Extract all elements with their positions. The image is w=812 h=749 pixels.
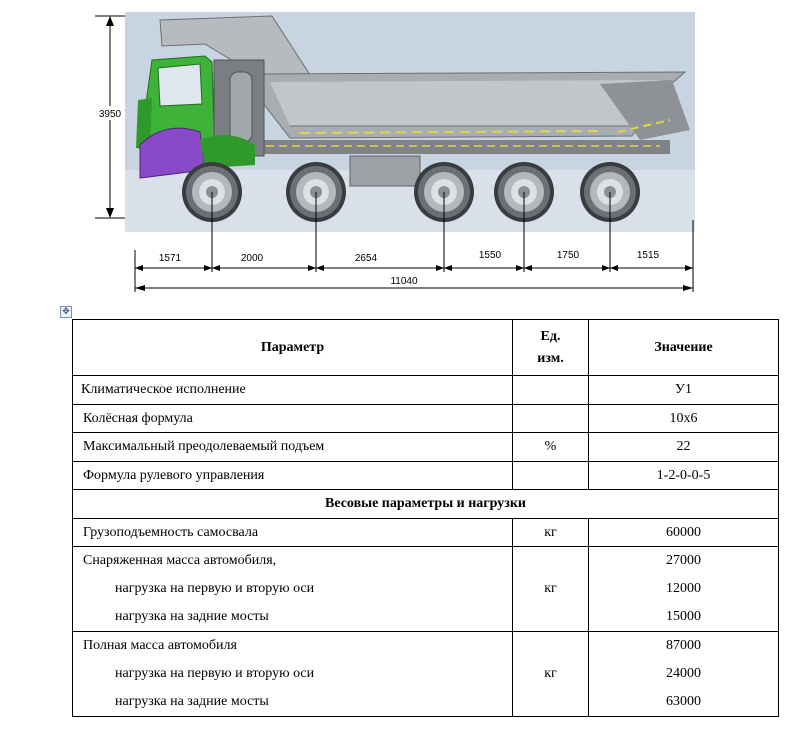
header-unit-line2: изм. (537, 350, 564, 366)
table-row (73, 519, 779, 547)
row-param: Формула рулевого управления (73, 462, 513, 490)
gross-param (73, 632, 513, 717)
row-value: 1-2-0-0-5 (589, 462, 779, 490)
section-row (73, 490, 779, 519)
row-value: 22 (589, 433, 779, 462)
dimension-arrow (308, 265, 316, 271)
segment-label-4: 1550 (478, 250, 502, 261)
gross-front-load: нагрузка на первую и вторую оси (115, 666, 315, 681)
row-param: Колёсная формула (73, 405, 513, 433)
header-value: Значение (589, 320, 779, 376)
gross-mass-row (73, 632, 779, 717)
payload-param: Грузоподъемность самосвала (73, 519, 513, 547)
dimension-arrow (212, 265, 220, 271)
segment-label-2: 2000 (240, 253, 264, 264)
payload-unit: кг (513, 519, 589, 547)
gross-value-rear: 63000 (666, 694, 701, 709)
curb-value-front: 12000 (666, 581, 701, 596)
table-row (73, 405, 779, 433)
header-unit-line1: Ед. (540, 328, 561, 344)
gross-value-total: 87000 (666, 638, 701, 653)
segment-label-6: 1515 (636, 250, 660, 261)
dimension-arrow (524, 265, 532, 271)
curb-param (73, 547, 513, 632)
curb-mass-row (73, 547, 779, 632)
curb-front-load: нагрузка на первую и вторую оси (115, 581, 315, 596)
row-unit (513, 376, 589, 405)
table-row (73, 433, 779, 462)
segment-label-1: 1571 (158, 253, 182, 264)
segment-label-3: 2654 (354, 253, 378, 264)
dimension-arrow (444, 265, 452, 271)
row-value: У1 (589, 376, 779, 405)
dimension-arrow (516, 265, 524, 271)
payload-value: 60000 (589, 519, 779, 547)
curb-value-total: 27000 (666, 553, 701, 568)
table-header-row (73, 320, 779, 376)
gross-values (589, 632, 779, 717)
gross-title: Полная масса автомобиля (83, 638, 237, 653)
curb-values (589, 547, 779, 632)
row-unit: % (513, 433, 589, 462)
cab (136, 56, 264, 178)
dimension-arrow (204, 265, 212, 271)
row-value: 10х6 (589, 405, 779, 433)
header-unit (513, 320, 589, 376)
row-unit (513, 405, 589, 433)
height-dimension (95, 16, 125, 218)
segment-label-5: 1750 (556, 250, 580, 261)
curb-rear-load: нагрузка на задние мосты (115, 609, 269, 624)
chassis-frame (230, 140, 670, 154)
curb-title: Снаряженная масса автомобиля, (83, 553, 277, 568)
curb-unit: кг (513, 547, 589, 632)
curb-value-rear: 15000 (666, 609, 701, 624)
dimension-arrow (436, 265, 444, 271)
dimension-arrow (602, 265, 610, 271)
gross-rear-load: нагрузка на задние мосты (115, 694, 269, 709)
move-anchor-icon[interactable]: ✥ (60, 306, 72, 318)
gross-unit: кг (513, 632, 589, 717)
header-param: Параметр (73, 320, 513, 376)
section-title: Весовые параметры и нагрузки (73, 490, 779, 519)
table-row (73, 376, 779, 405)
table-row (73, 462, 779, 490)
height-label: 3950 (98, 109, 122, 120)
row-unit (513, 462, 589, 490)
total-length-label: 11040 (390, 276, 418, 287)
gross-value-front: 24000 (666, 666, 701, 681)
row-param: Климатическое исполнение (73, 376, 513, 405)
truck-diagram (0, 0, 812, 300)
dimension-arrow (316, 265, 324, 271)
row-param: Максимальный преодолеваемый подъем (73, 433, 513, 462)
dimension-arrow (610, 265, 618, 271)
spec-table (72, 319, 779, 717)
dimension-arrow (685, 265, 693, 271)
dimension-arrow (135, 265, 143, 271)
